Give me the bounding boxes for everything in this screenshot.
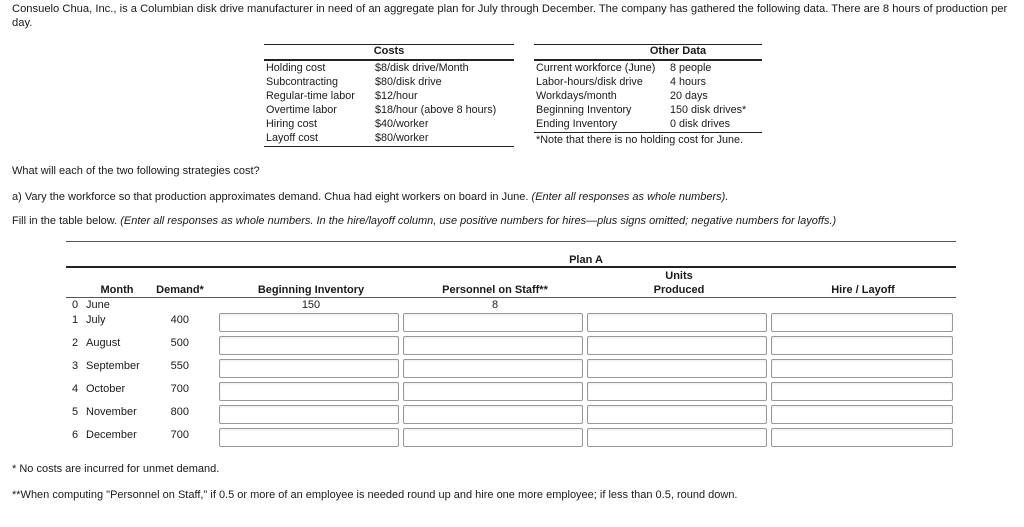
other-data-note: *Note that there is no holding cost for June.: [536, 134, 744, 146]
costs-value: $80/worker: [375, 132, 429, 144]
other-label: Beginning Inventory: [536, 104, 632, 116]
june-beginning-inventory: 150: [301, 299, 321, 311]
hire-layoff-input[interactable]: [771, 405, 953, 424]
hire-layoff-input[interactable]: [771, 382, 953, 401]
costs-value: $18/hour (above 8 hours): [375, 104, 497, 116]
june-personnel: 8: [491, 299, 499, 311]
other-label: Ending Inventory: [536, 118, 618, 130]
row-num: 1: [72, 314, 79, 326]
header-beginning-inventory: Beginning Inventory: [257, 284, 365, 296]
row-month: November: [86, 406, 137, 418]
part-a-instructions: [12, 191, 728, 203]
personnel-input[interactable]: [403, 405, 583, 424]
row-demand: 700: [170, 429, 189, 441]
other-label: Current workforce (June): [536, 62, 656, 74]
hire-layoff-input[interactable]: [771, 313, 953, 332]
costs-value: $8/disk drive/Month: [375, 62, 469, 74]
units-produced-input[interactable]: [587, 405, 767, 424]
other-label: Workdays/month: [536, 90, 617, 102]
fill-note: (Enter all responses as whole numbers. In the hire/layoff column, use positive numbers for hires—plus signs omitted; negative numbers for layoffs.): [120, 215, 837, 227]
row-demand: 550: [170, 360, 189, 372]
row-demand: 500: [170, 337, 189, 349]
plan-a-title: Plan A: [569, 254, 603, 266]
header-demand: Demand*: [156, 284, 204, 296]
row-num: 4: [72, 383, 79, 395]
row-demand: 400: [170, 314, 189, 326]
row-num: 6: [72, 429, 79, 441]
personnel-input[interactable]: [403, 359, 583, 378]
footnote-demand: * No costs are incurred for unmet demand.: [12, 463, 220, 475]
header-units-line1: Units: [665, 270, 693, 282]
row-num: 0: [72, 299, 79, 311]
other-value: 20 days: [670, 90, 708, 102]
costs-value: $40/worker: [375, 118, 429, 130]
fill-text: Fill in the table below.: [12, 215, 121, 227]
costs-label: Regular-time labor: [266, 90, 355, 102]
personnel-input[interactable]: [403, 428, 583, 447]
units-produced-input[interactable]: [587, 428, 767, 447]
row-demand: 800: [170, 406, 189, 418]
fill-instructions: [12, 215, 836, 227]
row-month: December: [86, 429, 137, 441]
row-month: July: [86, 314, 106, 326]
row-num: 2: [72, 337, 79, 349]
other-value: 150 disk drives*: [670, 104, 747, 116]
row-month: October: [86, 383, 126, 395]
other-label: Labor-hours/disk drive: [536, 76, 643, 88]
beginning-inventory-input[interactable]: [219, 313, 399, 332]
other-value: 8 people: [670, 62, 712, 74]
question-text: What will each of the two following strategies cost?: [12, 165, 260, 177]
row-num: 3: [72, 360, 79, 372]
units-produced-input[interactable]: [587, 313, 767, 332]
hire-layoff-input[interactable]: [771, 359, 953, 378]
costs-label: Subcontracting: [266, 76, 339, 88]
costs-value: $80/disk drive: [375, 76, 442, 88]
beginning-inventory-input[interactable]: [219, 428, 399, 447]
other-value: 4 hours: [670, 76, 707, 88]
row-month: August: [86, 337, 121, 349]
personnel-input[interactable]: [403, 313, 583, 332]
costs-label: Layoff cost: [266, 132, 319, 144]
beginning-inventory-input[interactable]: [219, 405, 399, 424]
header-personnel: Personnel on Staff**: [442, 284, 548, 296]
costs-table: [264, 44, 514, 148]
beginning-inventory-input[interactable]: [219, 382, 399, 401]
row-month: September: [86, 360, 140, 372]
costs-label: Overtime labor: [266, 104, 337, 116]
row-month: June: [86, 299, 110, 311]
beginning-inventory-input[interactable]: [219, 359, 399, 378]
costs-label: Hiring cost: [266, 118, 318, 130]
units-produced-input[interactable]: [587, 382, 767, 401]
row-num: 5: [72, 406, 79, 418]
costs-header: Costs: [373, 45, 405, 57]
beginning-inventory-input[interactable]: [219, 336, 399, 355]
problem-intro: Consuelo Chua, Inc., is a Columbian disk drive manufacturer in need of an aggregate plan for July through December. The company has gathered the following data. There are 8 hours of production per day.: [12, 3, 1008, 29]
row-demand: 700: [170, 383, 189, 395]
hire-layoff-input[interactable]: [771, 336, 953, 355]
other-value: 0 disk drives: [670, 118, 731, 130]
part-a-note: (Enter all responses as whole numbers).: [531, 191, 729, 203]
units-produced-input[interactable]: [587, 359, 767, 378]
hire-layoff-input[interactable]: [771, 428, 953, 447]
header-units-line2: Produced: [653, 284, 705, 296]
other-data-table: [534, 44, 762, 148]
costs-label: Holding cost: [266, 62, 326, 74]
personnel-input[interactable]: [403, 382, 583, 401]
costs-value: $12/hour: [375, 90, 418, 102]
personnel-input[interactable]: [403, 336, 583, 355]
part-a-text: a) Vary the workforce so that production approximates demand. Chua had eight workers on board in June.: [12, 191, 532, 203]
header-hire-layoff: Hire / Layoff: [831, 284, 895, 296]
units-produced-input[interactable]: [587, 336, 767, 355]
header-month: Month: [100, 284, 134, 296]
other-data-header: Other Data: [649, 45, 707, 57]
footnote-personnel: **When computing "Personnel on Staff," if 0.5 or more of an employee is needed round up and hire one more employee; if less than 0.5, round down.: [12, 489, 738, 501]
